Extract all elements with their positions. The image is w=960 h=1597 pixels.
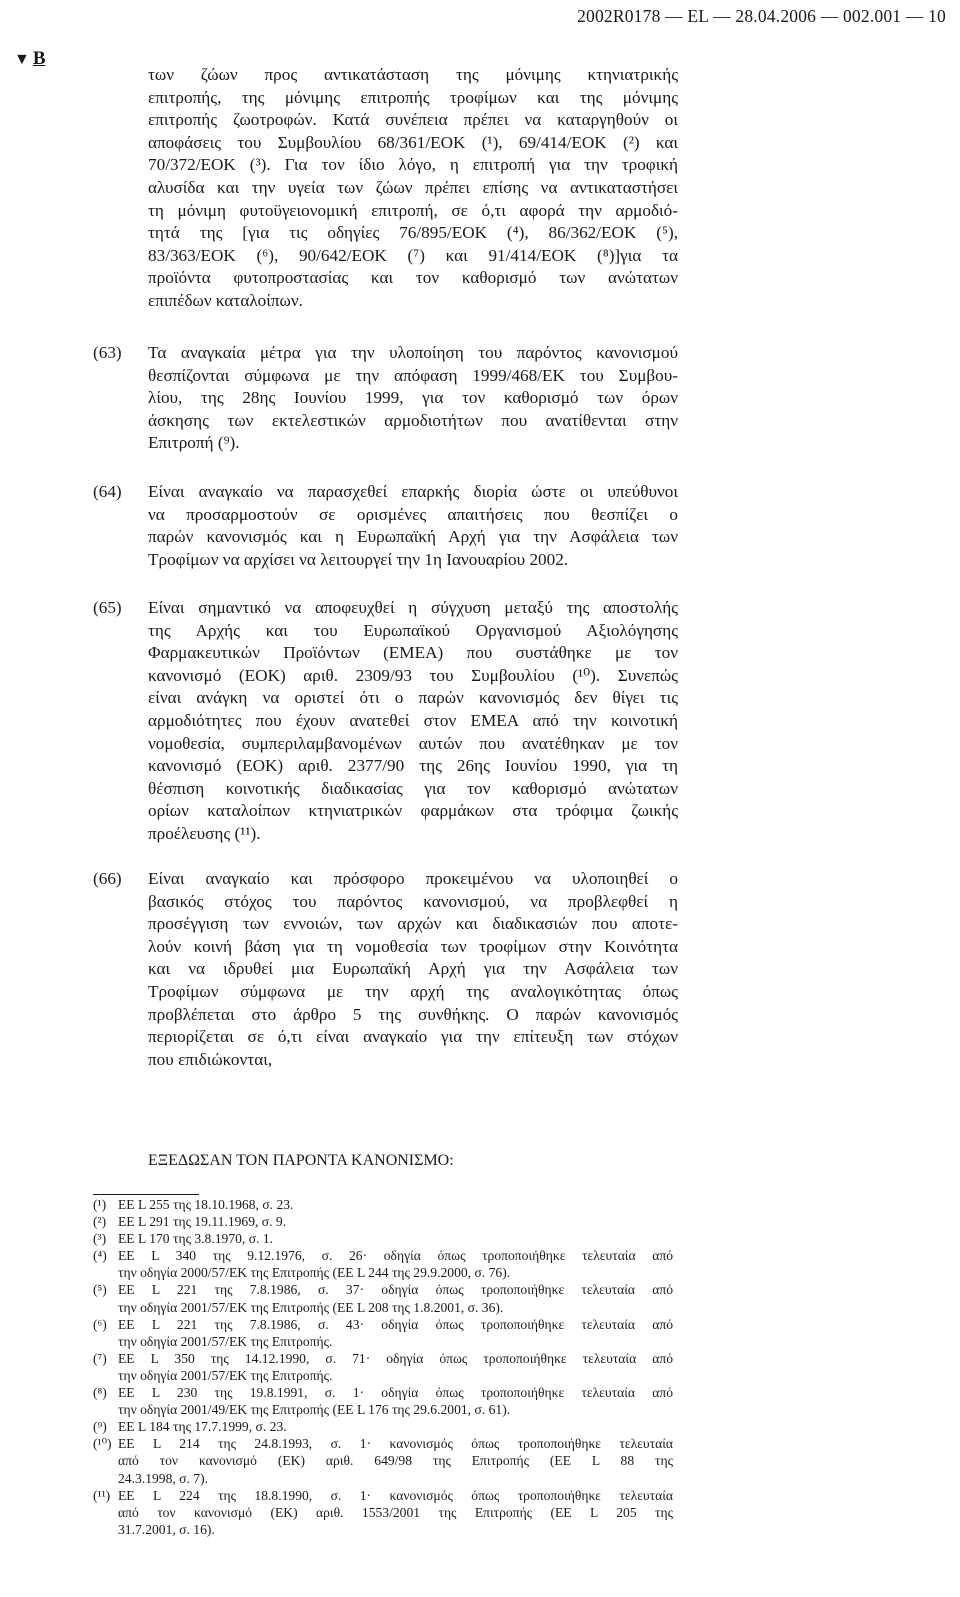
text-line: Είναι σημαντικό να αποφευχθεί η σύγχυση μεταξύ της αποστολής [148,598,678,617]
text-line: Τροφίμων σύμφωνα με την αρχή της αναλογικότητας όπως [148,981,678,1001]
footnote [93,1418,673,1435]
text-line: αποφάσεις του Συμβουλίου 68/361/ΕΟΚ (¹), 69/414/ΕΟΚ (²) και [148,132,678,152]
text-line: της Αρχής και του Ευρωπαϊκού Οργανισμού Αξιολόγησης [148,620,678,640]
text-line: αλυσίδα και την υγεία των ζώων πρέπει επίσης να αντικαταστήσει [148,177,678,197]
text-line: ΕΕ L 170 της 3.8.1970, σ. 1. [118,1231,274,1247]
text-line: κανονισμό (ΕΟΚ) αριθ. 2377/90 της 26ης Ιουνίου 1990, για τη [148,756,678,776]
text-line: που επιδιώκονται, [148,1049,273,1069]
text-line: την οδηγία 2001/57/ΕΚ της Επιτροπής (ΕΕ L 208 της 1.8.2001, σ. 36). [118,1299,504,1315]
text-line: ΕΕ L 255 της 18.10.1968, σ. 23. [118,1197,294,1212]
recital-63 [148,342,678,455]
text-line: Είναι αναγκαίο να παρασχεθεί επαρκής διορία ώστε οι υπεύθυνοι [148,482,678,501]
text-line: αρμοδιότητες που έχουν ανατεθεί στον ΕΜΕΑ από την κοινοτική [148,710,678,730]
footnote-number: (⁵) [93,1282,107,1298]
text-line: την οδηγία 2001/57/ΕΚ της Επιτροπής. [118,1333,333,1349]
marker-label: B [32,48,46,69]
text-line: λούν κοινή βάση για τη νομοθεσία των τροφίμων στην Κοινότητα [148,936,678,956]
text-line: την οδηγία 2001/49/ΕΚ της Επιτροπής (ΕΕ L 176 της 29.6.2001, σ. 61). [118,1402,511,1418]
text-line: ΕΕ L 184 της 17.7.1999, σ. 23. [118,1419,287,1435]
text-line: Επιτροπή (⁹). [148,433,240,453]
text-line: προβλέπεται στο άρθρο 5 της συνθήκης. Ο παρών κανονισμός [148,1004,678,1024]
text-line: 24.3.1998, σ. 7). [118,1470,209,1486]
footnote-number: (¹⁰) [93,1436,112,1452]
text-line: ΕΕ L 340 της 9.12.1976, σ. 26· οδηγία όπως τροποποιήθηκε τελευταία από [118,1248,673,1264]
footnote-number: (¹) [93,1197,107,1212]
footnote-number: (³) [93,1231,107,1247]
text-line: και να ιδρυθεί μια Ευρωπαϊκή Αρχή για την Ασφάλεια των [148,959,678,979]
text-line: ορίων καταλοίπων κτηνιατρικών φαρμάκων στα τρόφιμα ζωικής [148,801,678,821]
footnote-number: (⁷) [93,1350,107,1366]
enacting-formula: ΕΞΕΔΩΣΑΝ ΤΟΝ ΠΑΡΟΝΤΑ ΚΑΝΟΝΙΣΜΟ: [148,1152,454,1169]
text-line: είναι ανάγκη να οριστεί ότι ο παρών κανονισμός δεν θίγει τις [148,688,678,708]
text-line: Τα αναγκαία μέτρα για την υλοποίηση του παρόντος κανονισμού [148,343,678,362]
footnotes [93,1196,673,1538]
text-line: ΕΕ L 214 της 24.8.1993, σ. 1· κανονισμός όπως τροποποιήθηκε τελευταία [118,1436,673,1452]
text-line: επιπέδων καταλοίπων. [148,290,303,310]
recital-number: (64) [93,482,122,501]
footnote-number: (⁶) [93,1316,107,1332]
text-line: περιορίζεται σε ό,τι είναι αναγκαίο για την επίτευξη των στόχων [148,1027,678,1047]
text-line: Είναι αναγκαίο και πρόσφορο προκειμένου να υλοποιηθεί ο [148,869,678,888]
text-line: παρών κανονισμός και η Ευρωπαϊκή Αρχή για την Ασφάλεια των [148,527,678,547]
recital-66 [148,868,678,1071]
footnote [93,1247,673,1281]
footnote-number: (¹¹) [93,1487,111,1503]
text-line: προσέγγιση των εννοιών, των αρχών και διαδικασιών που αποτε- [148,914,678,934]
footnote [93,1350,673,1384]
text-line: ΕΕ L 221 της 7.8.1986, σ. 43· οδηγία όπως τροποποιήθηκε τελευταία από [118,1316,673,1332]
text-line: να προσαρμοστούν σε ορισμένες απαιτήσεις που θεσπίζει ο [148,504,678,524]
text-line: τητά της [για τις οδηγίες 76/895/ΕΟΚ (⁴), 86/362/ΕΟΚ (⁵), [148,223,678,243]
footnote-number: (⁸) [93,1385,107,1401]
footnote [93,1316,673,1350]
text-line: ΕΕ L 221 της 7.8.1986, σ. 37· οδηγία όπως τροποποιήθηκε τελευταία από [118,1282,673,1298]
text-line: 83/363/ΕΟΚ (⁶), 90/642/ΕΟΚ (⁷) και 91/414/ΕΟΚ (⁸)]για τα [148,245,678,265]
text-line: ΕΕ L 230 της 19.8.1991, σ. 1· οδηγία όπως τροποποιήθηκε τελευταία από [118,1385,673,1401]
document-header: 2002R0178 — EL — 28.04.2006 — 002.001 — 10 [577,6,946,26]
triangle-down-icon: ▼ [14,51,30,68]
footnote-number: (²) [93,1214,107,1230]
footnote [93,1213,673,1230]
text-line: την οδηγία 2000/57/ΕΚ της Επιτροπής (ΕΕ L 244 της 29.9.2000, σ. 76). [118,1265,511,1281]
recital-number: (66) [93,869,122,888]
text-line: επιτροπής, της μόνιμης επιτροπής τροφίμων και της μόνιμης [148,87,678,107]
footnote-number: (⁹) [93,1419,107,1435]
text-line: ΕΕ L 350 της 14.12.1990, σ. 71· οδηγία όπως τροποποιήθηκε τελευταία από [118,1350,673,1366]
text-line: 31.7.2001, σ. 16). [118,1521,215,1537]
text-line: Φαρμακευτικών Προϊόντων (ΕΜΕΑ) που συστάθηκε με τον [148,643,678,663]
text-line: τη μόνιμη φυτοϋγειονομική επιτροπή, σε ό,τι αφορά την αρμοδιό- [148,200,678,220]
footnote [93,1384,673,1418]
text-line: προέλευσης (¹¹). [148,823,261,843]
text-line: των ζώων προς αντικατάσταση της μόνιμης κτηνιατρικής [148,65,678,84]
text-line: ΕΕ L 291 της 19.11.1969, σ. 9. [118,1214,287,1230]
text-line: από τον κανονισμό (ΕΚ) αριθ. 649/98 της Επιτροπής (ΕΕ L 88 της [118,1453,673,1469]
text-line: προϊόντα φυτοπροστασίας και τον καθορισμό των ανώτατων [148,268,678,288]
text-line: νομοθεσία, συμπεριλαμβανομένων αυτών που ανατέθηκαν με τον [148,733,678,753]
footnote [93,1435,673,1486]
text-line: θέσπιση κοινοτικής διαδικασίας για τον καθορισμό ανώτατων [148,778,678,798]
text-line: άσκησης των εκτελεστικών αρμοδιοτήτων που ανατίθενται στην [148,410,678,430]
footnote-separator [93,1194,199,1195]
amendment-marker [14,48,46,70]
text-line: επιτροπής ζωοτροφών. Κατά συνέπεια πρέπει να καταργηθούν οι [148,110,678,130]
text-line: από τον κανονισμό (ΕΚ) αριθ. 1553/2001 της Επιτροπής (ΕΕ L 205 της [118,1504,673,1520]
text-line: λίου, της 28ης Ιουνίου 1999, για τον καθορισμό των όρων [148,388,678,408]
text-line: την οδηγία 2001/57/ΕΚ της Επιτροπής. [118,1367,333,1383]
recital-number: (63) [93,343,122,362]
footnote [93,1281,673,1315]
text-line: ΕΕ L 224 της 18.8.1990, σ. 1· κανονισμός όπως τροποποιήθηκε τελευταία [118,1487,673,1503]
text-line: Τροφίμων να αρχίσει να λειτουργεί την 1η Ιανουαρίου 2002. [148,549,569,569]
text-line: θεσπίζονται σύμφωνα με την απόφαση 1999/468/ΕΚ του Συμβου- [148,365,678,385]
footnote [93,1196,673,1213]
text-line: κανονισμό (ΕΟΚ) αριθ. 2309/93 του Συμβουλίου (¹⁰). Συνεπώς [148,665,678,685]
text-line: βασικός στόχος του παρόντος κανονισμού, να προβλεφθεί η [148,891,678,911]
footnote-number: (⁴) [93,1248,107,1264]
footnote [93,1230,673,1247]
recital-65 [148,597,678,846]
text-line: 70/372/ΕΟΚ (³). Για τον ίδιο λόγο, η επιτροπή για την τροφική [148,155,678,175]
recital-number: (65) [93,598,122,617]
recital-64 [148,481,678,571]
footnote [93,1487,673,1538]
intro-paragraph [148,64,678,313]
